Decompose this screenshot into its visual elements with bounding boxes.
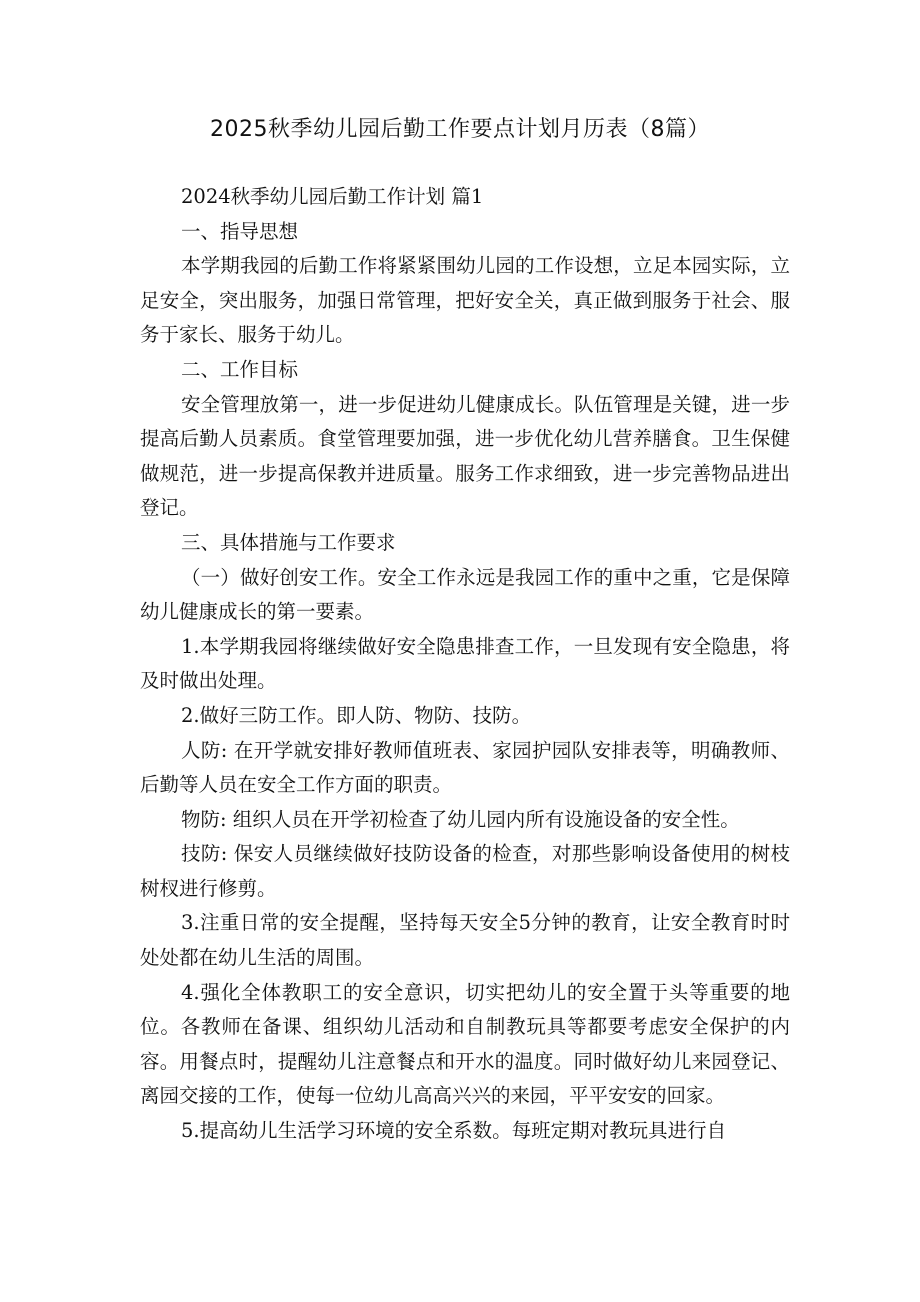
list-item: 5.提高幼儿生活学习环境的安全系数。每班定期对教玩具进行自 <box>181 1119 727 1143</box>
paragraph: 人防: 在开学就安排好教师值班表、家园护园队安排表等，明确教师、后勤等人员在安全工作方面的职责。 <box>140 738 790 797</box>
document-title: 2025秋季幼儿园后勤工作要点计划月历表（8篇） <box>210 117 710 142</box>
heading-work-goals: 二、工作目标 <box>181 357 299 381</box>
list-item: 4.强化全体教职工的安全意识，切实把幼儿的安全置于头等重要的地位。各教师在备课、组织幼儿活动和自制教玩具等都要考虑安全保护的内容。用餐点时，提醒幼儿注意餐点和开水的温度。同时做好幼儿来园登记、离园交接的工作，使每一位幼儿高高兴兴的来园，平平安安的回家。 <box>140 980 790 1108</box>
section-heading: 2024秋季幼儿园后勤工作计划 篇1 <box>181 185 484 208</box>
paragraph: 技防: 保安人员继续做好技防设备的检查，对那些影响设备使用的树枝树杈进行修剪。 <box>140 842 790 900</box>
document-body <box>140 180 790 1149</box>
paragraph: 本学期我园的后勤工作将紧紧围幼儿园的工作设想，立足本园实际，立足安全，突出服务，加强日常管理，把好安全关，真正做到服务于社会、服务于家长、服务于幼儿。 <box>140 254 790 347</box>
list-item: 2.做好三防工作。即人防、物防、技防。 <box>181 703 532 727</box>
paragraph: 物防: 组织人员在开学初检查了幼儿园内所有设施设备的安全性。 <box>181 807 740 831</box>
paragraph: 安全管理放第一，进一步促进幼儿健康成长。队伍管理是关键，进一步提高后勤人员素质。食堂管理要加强，进一步优化幼儿营养膳食。卫生保健做规范，进一步提高保教并进质量。服务工作求细致，进一步完善物品进出登记。 <box>140 392 790 520</box>
list-item: 1.本学期我园将继续做好安全隐患排查工作，一旦发现有安全隐患，将及时做出处理。 <box>140 634 790 693</box>
list-item: 3.注重日常的安全提醒，坚持每天安全5分钟的教育，让安全教育时时处处都在幼儿生活的周围。 <box>140 911 790 970</box>
heading-measures: 三、具体措施与工作要求 <box>181 530 396 554</box>
paragraph: （一）做好创安工作。安全工作永远是我园工作的重中之重，它是保障幼儿健康成长的第一要素。 <box>140 565 790 624</box>
heading-guiding-ideology: 一、指导思想 <box>181 219 299 243</box>
